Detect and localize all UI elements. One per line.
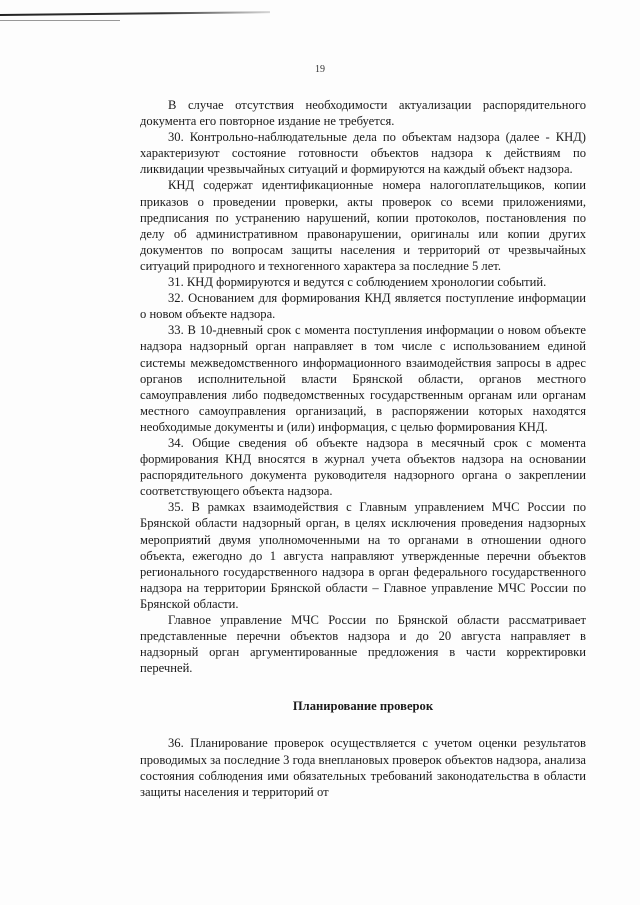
paragraph-36: 36. Планирование проверок осуществляется с учетом оценки результатов проводимых за последние 3 года внеплановых проверок объектов надзора, анализа состояния соблюдения ими обязательных требований законодательства в области защиты населения и территорий от: [140, 736, 587, 799]
scan-artifact-line-secondary: [0, 20, 120, 21]
paragraph-mchs-review: Главное управление МЧС России по Брянской области рассматривает представленные перечни объектов надзора и до 20 августа направляет в надзорный орган аргументированные предложения в части корректировки перечней.: [140, 613, 586, 676]
paragraph-34: 34. Общие сведения об объекте надзора в месячный срок с момента формирования КНД вносятся в журнал учета объектов надзора на основании распорядительного документа руководителя надзорного органа о закреплении соответствующего объекта надзора.: [140, 435, 586, 499]
section-heading: Планирование проверок: [292, 699, 434, 714]
page-number: 19: [315, 64, 325, 75]
paragraph-35: 35. В рамках взаимодействия с Главным управлением МЧС России по Брянской области надзорный орган, в целях исключения проведения надзорных мероприятий двумя уполномоченными на то органами в отношении одного объекта, ежегодно до 1 августа направляют утвержденные перечни объектов регионального государственного надзора в орган федерального государственного надзора на территории Брянской области – Главное управление МЧС России по Брянской области.: [140, 500, 586, 611]
paragraph-30: 30. Контрольно-наблюдательные дела по объектам надзора (далее - КНД) характеризуют состояние готовности объектов надзора к действиям по ликвидации чрезвычайных ситуаций и формируются на каждый объект надзора.: [140, 130, 586, 177]
paragraph-33: 33. В 10-дневный срок с момента поступления информации о новом объекте надзора надзорный орган направляет в том числе с использованием единой системы межведомственного информационного взаимодействия запросы в адрес органов исполнительной власти Брянской области, органов местного самоуправления либо подведомственных государственным органам или органам местного самоуправления организаций, в распоряжении которых находятся необходимые документы и (или) информация, с целью формирования КНД.: [140, 323, 586, 434]
paragraph-32: 32. Основанием для формирования КНД является поступление информации о новом объекте надзора.: [140, 291, 586, 322]
paragraph-actualization: В случае отсутствия необходимости актуализации распорядительного документа его повторное издание не требуется.: [140, 98, 586, 129]
document-body: [140, 97, 586, 800]
paragraph-31: 31. КНД формируются и ведутся с соблюдением хронологии событий.: [168, 275, 547, 290]
paragraph-knd-contents: КНД содержат идентификационные номера налогоплательщиков, копии приказов о проведении проверки, акты проверок со всеми приложениями, предписания по устранению нарушений, копии протоколов, постановления по делу об административном правонарушении, оригиналы или копии других документов по вопросам защиты населения и территорий от чрезвычайных ситуаций природного и техногенного характера за последние 5 лет.: [140, 178, 586, 273]
scan-artifact-line: [0, 11, 270, 16]
